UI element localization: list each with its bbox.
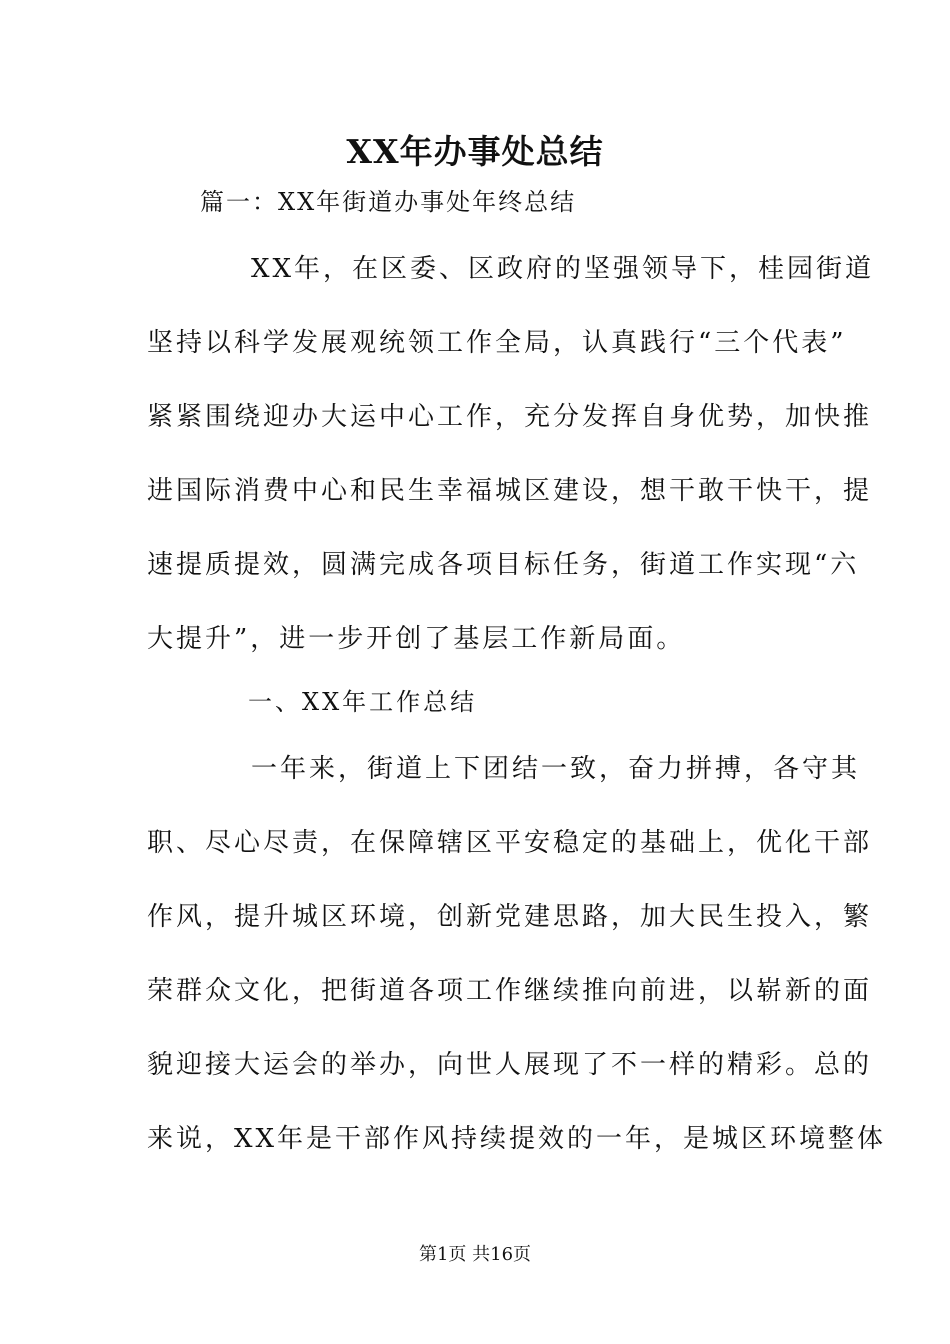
document-subtitle: 篇一：XX年街道办事处年终总结: [200, 188, 577, 216]
paragraph-line: 貌迎接大运会的举办，向世人展现了不一样的精彩。总的: [147, 1050, 873, 1080]
paragraph-line: 来说，XX年是干部作风持续提效的一年，是城区环境整体: [147, 1124, 887, 1154]
page-number-footer: 第1页 共16页: [418, 1244, 532, 1265]
paragraph-line: XX年，在区委、区政府的坚强领导下，桂园街道: [251, 254, 875, 284]
paragraph-line: 速提质提效，圆满完成各项目标任务，街道工作实现“六: [147, 550, 860, 580]
paragraph-line: 紧紧围绕迎办大运中心工作，充分发挥自身优势，加快推: [147, 402, 873, 432]
paragraph-line: 进国际消费中心和民生幸福城区建设，想干敢干快干，提: [147, 476, 873, 506]
paragraph-line: 作风，提升城区环境，创新党建思路，加大民生投入，繁: [147, 902, 873, 932]
paragraph-line: 大提升”，进一步开创了基层工作新局面。: [147, 624, 686, 654]
paragraph-intro: [147, 232, 875, 676]
document-title: XX年办事处总结: [346, 132, 604, 171]
paragraph-line: 坚持以科学发展观统领工作全局，认真践行“三个代表”: [147, 328, 847, 358]
paragraph-line: 职、尽心尽责，在保障辖区平安稳定的基础上，优化干部: [147, 828, 873, 858]
section-heading: 一、XX年工作总结: [248, 688, 478, 716]
paragraph-line: 荣群众文化，把街道各项工作继续推向前进，以崭新的面: [147, 976, 873, 1006]
paragraph-line: 一年来，街道上下团结一致，奋力拼搏，各守其: [251, 754, 861, 784]
paragraph-summary: [147, 732, 887, 1176]
